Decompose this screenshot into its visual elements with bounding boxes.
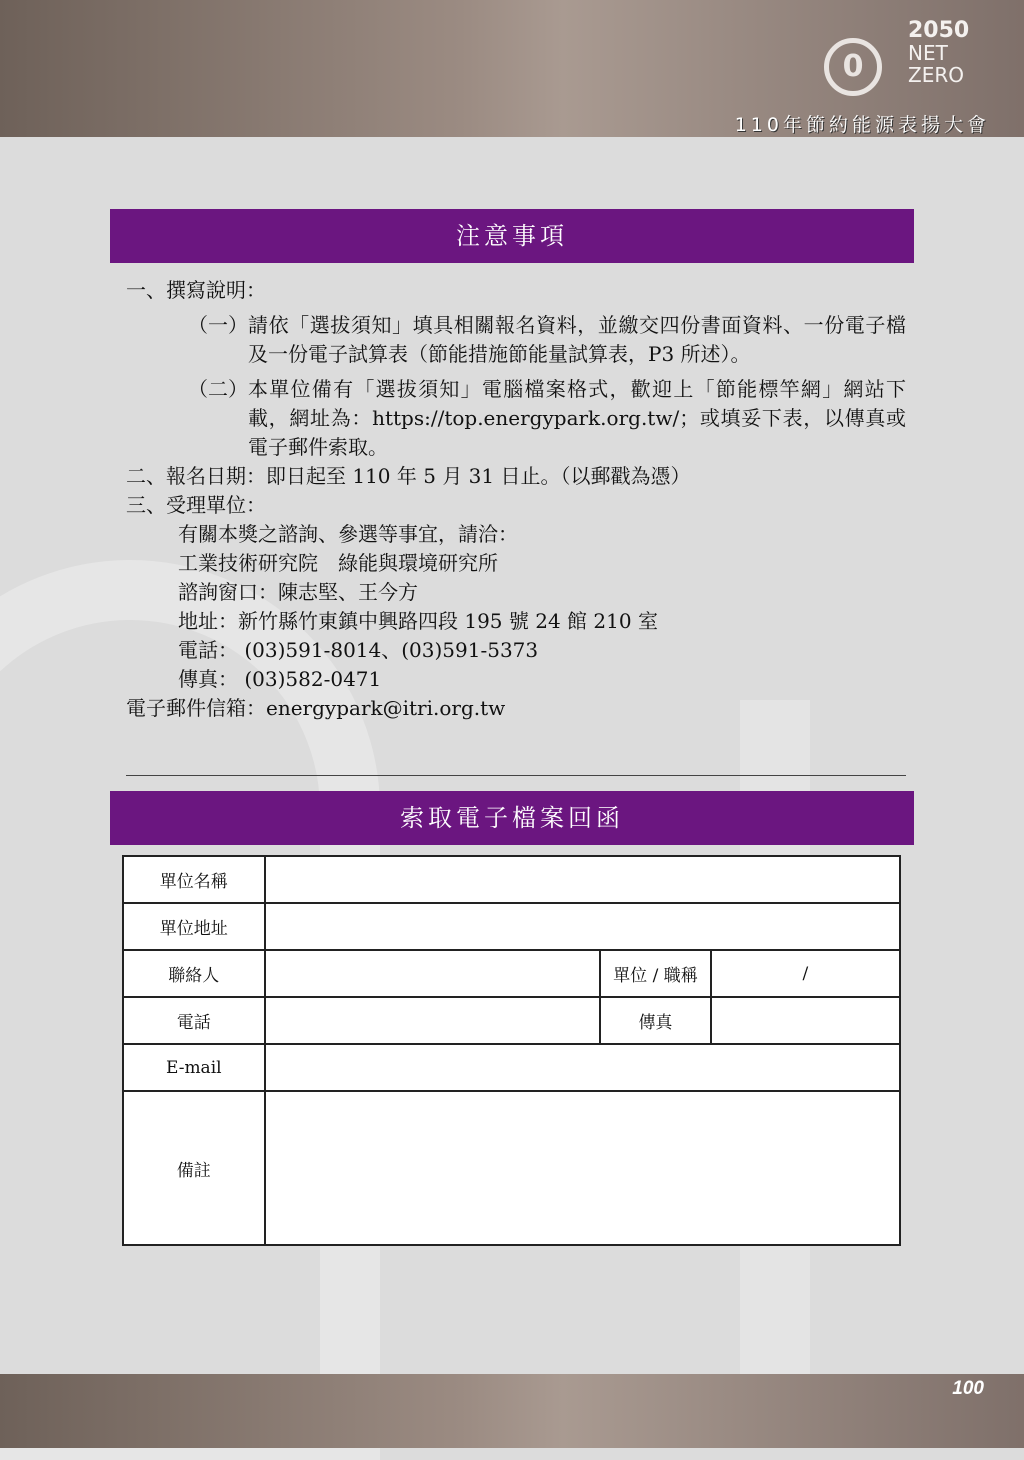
phone-field[interactable] bbox=[265, 997, 601, 1044]
table-row bbox=[123, 1091, 900, 1245]
contact-fax: 傳真： (03)582-0471 bbox=[178, 667, 382, 691]
form-title-bar: 索取電子檔案回函 bbox=[110, 791, 914, 845]
contact-person-label: 聯絡人 bbox=[123, 950, 265, 997]
unit-address-field[interactable] bbox=[265, 903, 900, 950]
item-text: 請依「選拔須知」填具相關報名資料，並繳交四份書面資料、一份電子檔及一份電子試算表（節能措施節能量試算表，P3 所述）。 bbox=[248, 313, 906, 366]
logo-line-2050: 2050 bbox=[908, 18, 970, 43]
zero-badge-icon: 0 bbox=[824, 38, 882, 96]
page-number: 100 bbox=[952, 1378, 984, 1399]
contact-organization: 工業技術研究院 綠能與環境研究所 bbox=[178, 551, 498, 575]
logo-text bbox=[908, 20, 988, 86]
table-row bbox=[123, 856, 900, 903]
section-1-item-2 bbox=[126, 375, 906, 462]
contact-person-field[interactable] bbox=[265, 950, 601, 997]
logo-line-net: NET bbox=[908, 41, 948, 65]
contact-persons: 諮詢窗口：陳志堅、王今方 bbox=[178, 580, 418, 604]
section-1-item-1 bbox=[126, 311, 906, 369]
section-divider bbox=[126, 775, 906, 776]
item-number: （二） bbox=[188, 377, 248, 401]
email-field[interactable] bbox=[265, 1044, 900, 1091]
event-title: 110年節約能源表揚大會 bbox=[734, 114, 990, 136]
contact-intro: 有關本獎之諮詢、參選等事宜，請洽： bbox=[178, 522, 518, 546]
fax-label: 傳真 bbox=[600, 997, 711, 1044]
section-3-heading: 三、受理單位： bbox=[126, 493, 266, 517]
contact-phone: 電話： (03)591-8014、(03)591-5373 bbox=[178, 638, 539, 662]
table-row bbox=[123, 903, 900, 950]
logo-line-zero: ZERO bbox=[908, 63, 964, 87]
item-number: （一） bbox=[188, 313, 248, 337]
unit-name-field[interactable] bbox=[265, 856, 900, 903]
section-2-registration-date: 二、報名日期：即日起至 110 年 5 月 31 日止。（以郵戳為憑） bbox=[126, 464, 691, 488]
item-text: 本單位備有「選拔須知」電腦檔案格式，歡迎上「節能標竿網」網站下載，網址為：https://top.energypark.org.tw/；或填妥下表，以傳真或電子郵件索取。 bbox=[248, 377, 906, 459]
table-row bbox=[123, 950, 900, 997]
table-row bbox=[123, 997, 900, 1044]
contact-email: 電子郵件信箱：energypark@itri.org.tw bbox=[126, 696, 506, 720]
page-footer bbox=[0, 1374, 1024, 1448]
unit-title-field[interactable]: / bbox=[711, 950, 900, 997]
unit-title-label: 單位 / 職稱 bbox=[600, 950, 711, 997]
fax-field[interactable] bbox=[711, 997, 900, 1044]
section-1-heading: 一、撰寫說明： bbox=[126, 278, 266, 302]
unit-name-label: 單位名稱 bbox=[123, 856, 265, 903]
remarks-label: 備註 bbox=[123, 1091, 265, 1245]
page-header bbox=[0, 0, 1024, 137]
email-label: E-mail bbox=[123, 1044, 265, 1091]
unit-address-label: 單位地址 bbox=[123, 903, 265, 950]
remarks-field[interactable] bbox=[265, 1091, 900, 1245]
net-zero-2050-logo bbox=[824, 16, 994, 100]
table-row bbox=[123, 1044, 900, 1091]
notice-section bbox=[126, 276, 906, 723]
contact-address: 地址：新竹縣竹東鎮中興路四段 195 號 24 館 210 室 bbox=[178, 609, 658, 633]
request-form-table bbox=[122, 855, 901, 1246]
notice-title-bar: 注意事項 bbox=[110, 209, 914, 263]
phone-label: 電話 bbox=[123, 997, 265, 1044]
